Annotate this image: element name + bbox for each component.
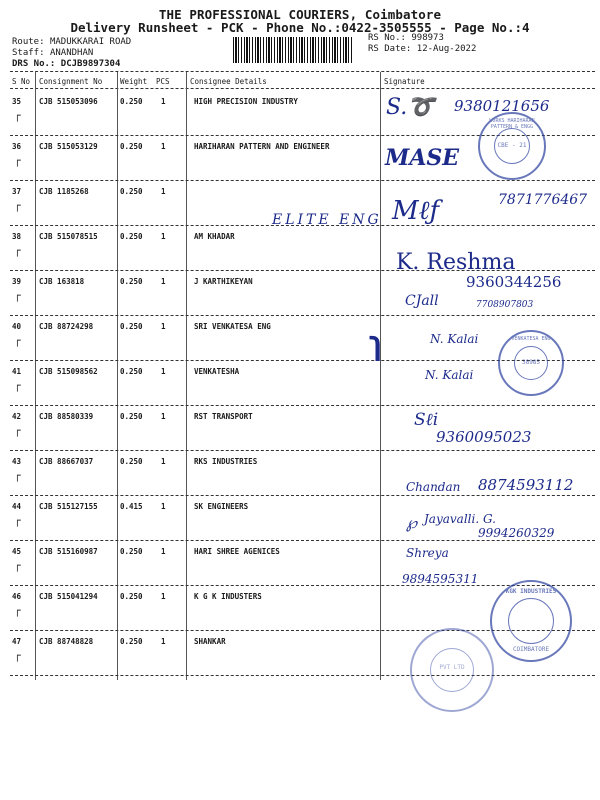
row-pcs: 1: [161, 412, 166, 421]
row-tick-mark: ┌: [14, 244, 21, 257]
row-tick-mark: ┌: [14, 604, 21, 617]
row-consignee: J KARTHIKEYAN: [194, 277, 253, 286]
handwritten-name-r40: N. Kalai: [430, 332, 479, 346]
handwritten-phone-r43: 8874593112: [478, 476, 574, 494]
table-top-rule: [10, 71, 595, 72]
row-consignment-no: CJB 515127155: [39, 502, 98, 511]
barcode: [233, 37, 353, 63]
row-consignee: SK ENGINEERS: [194, 502, 249, 511]
handwritten-note-r37: ELITE ENG: [272, 212, 382, 228]
row-weight: 0.250: [120, 277, 143, 286]
row-consignee: AM KHADAR: [194, 232, 235, 241]
row-separator: [10, 405, 595, 406]
rs-date-value: 12-Aug-2022: [416, 44, 477, 54]
row-pcs: 1: [161, 367, 166, 376]
company-stamp-r47: PVT LTD: [410, 628, 494, 712]
company-stamp-r46: KGK INDUSTRIES COIMBATORE: [490, 580, 572, 662]
handwritten-name-r45: Shreya: [406, 546, 449, 560]
row-consignment-no: CJB 88748828: [39, 637, 94, 646]
row-pcs: 1: [161, 97, 166, 106]
drs-line: [12, 59, 120, 69]
staff-value: ANANDHAN: [49, 48, 94, 58]
signature-r42: Sℓi: [414, 410, 439, 430]
row-sno: 45: [12, 547, 22, 556]
signature-r37: Mℓƒ: [392, 196, 440, 226]
header-bottom-rule: [10, 88, 595, 89]
row-sno: 36: [12, 142, 22, 151]
row-tick-mark: ┌: [14, 334, 21, 347]
row-tick-mark: ┌: [14, 289, 21, 302]
row-sno: 43: [12, 457, 22, 466]
col-header-pcs: PCS: [156, 77, 170, 86]
row-consignment-no: CJB 88667037: [39, 457, 94, 466]
row-consignee: HIGH PRECISION INDUSTRY: [194, 97, 298, 106]
row-consignment-no: CJB 163818: [39, 277, 85, 286]
handwritten-phone-r42: 9360095023: [436, 428, 532, 446]
row-consignee: K G K INDUSTERS: [194, 592, 262, 601]
row-sno: 47: [12, 637, 22, 646]
row-weight: 0.415: [120, 502, 143, 511]
route-line: [12, 37, 131, 47]
row-tick-mark: ┌: [14, 199, 21, 212]
handwritten-phone2-r39: 7708907803: [476, 300, 534, 310]
col-divider: [117, 72, 118, 680]
row-pcs: 1: [161, 142, 166, 151]
row-weight: 0.250: [120, 232, 143, 241]
row-weight: 0.250: [120, 142, 143, 151]
col-header-consignee: Consignee Details: [190, 77, 267, 86]
row-weight: 0.250: [120, 187, 143, 196]
row-weight: 0.250: [120, 412, 143, 421]
handwritten-phone-r46: 9894595311: [402, 572, 479, 586]
col-divider: [35, 72, 36, 680]
row-sno: 35: [12, 97, 22, 106]
row-sno: 42: [12, 412, 22, 421]
row-tick-mark: ┌: [14, 649, 21, 662]
row-consignment-no: CJB 515098562: [39, 367, 98, 376]
row-pcs: 1: [161, 187, 166, 196]
rs-no-label: RS No.:: [368, 33, 406, 43]
row-separator: [10, 540, 595, 541]
row-weight: 0.250: [120, 637, 143, 646]
row-pcs: 1: [161, 547, 166, 556]
rs-date-label: RS Date:: [368, 44, 412, 54]
row-pcs: 1: [161, 592, 166, 601]
company-stamp-r41: 38985 VENKATESA ENG: [498, 330, 564, 396]
row-tick-mark: ┌: [14, 109, 21, 122]
staff-label: Staff:: [12, 48, 45, 58]
route-label: Route:: [12, 37, 45, 47]
row-consignment-no: CJB 88580339: [39, 412, 94, 421]
handwritten-name-r38: K. Reshma: [396, 250, 516, 275]
row-consignment-no: CJB 1185268: [39, 187, 89, 196]
row-pcs: 1: [161, 277, 166, 286]
rs-no-line: [368, 33, 444, 43]
row-consignment-no: CJB 88724298: [39, 322, 94, 331]
row-separator: [10, 180, 595, 181]
handwritten-name-r41: N. Kalai: [425, 368, 474, 382]
row-tick-mark: ┌: [14, 514, 21, 527]
signature-scribble-r40: ℩: [368, 318, 384, 372]
row-consignment-no: CJB 515041294: [39, 592, 98, 601]
row-sno: 40: [12, 322, 22, 331]
handwritten-sign-r36: MASE: [385, 145, 460, 171]
rs-no-value: 998973: [411, 33, 444, 43]
col-header-signature: Signature: [384, 77, 425, 86]
row-weight: 0.250: [120, 592, 143, 601]
handwritten-phone-r35: 9380121656: [454, 97, 550, 115]
col-header-consignment: Consignment No: [39, 77, 103, 86]
runsheet-subtitle: Delivery Runsheet - PCK - Phone No.:0422-3505555 - Page No.:4: [70, 20, 530, 35]
row-separator: [10, 450, 595, 451]
handwritten-phone-r39: 9360344256: [466, 273, 562, 291]
row-pcs: 1: [161, 502, 166, 511]
drs-value: DCJB9897304: [60, 59, 121, 69]
rs-date-line: [368, 44, 476, 54]
row-pcs: 1: [161, 457, 166, 466]
row-tick-mark: ┌: [14, 559, 21, 572]
row-consignment-no: CJB 515160987: [39, 547, 98, 556]
row-weight: 0.250: [120, 322, 143, 331]
row-consignee: HARI SHREE AGENICES: [194, 547, 280, 556]
row-separator: [10, 675, 595, 676]
signature-r44: ℘: [406, 513, 418, 532]
row-weight: 0.250: [120, 547, 143, 556]
row-consignee: HARIHARAN PATTERN AND ENGINEER: [194, 142, 330, 151]
row-tick-mark: ┌: [14, 469, 21, 482]
handwritten-name-r43: Chandan: [406, 480, 461, 494]
signature-r39: CJall: [405, 293, 439, 309]
row-consignee: RKS INDUSTRIES: [194, 457, 258, 466]
company-title: THE PROFESSIONAL COURIERS, Coimbatore: [158, 7, 442, 22]
drs-label: DRS No.:: [12, 59, 56, 69]
row-weight: 0.250: [120, 367, 143, 376]
row-sno: 37: [12, 187, 22, 196]
company-stamp-r36: CBE - 21 WORKS HARIHARAN PATTERN & ENGG: [478, 112, 546, 180]
staff-line: [12, 48, 93, 58]
row-weight: 0.250: [120, 97, 143, 106]
row-sno: 46: [12, 592, 22, 601]
signature-r35: S.➰: [386, 95, 435, 120]
row-tick-mark: ┌: [14, 154, 21, 167]
row-tick-mark: ┌: [14, 379, 21, 392]
row-weight: 0.250: [120, 457, 143, 466]
row-consignment-no: CJB 515053096: [39, 97, 98, 106]
row-consignee: SRI VENKATESA ENG: [194, 322, 271, 331]
row-consignment-no: CJB 515078515: [39, 232, 98, 241]
col-divider: [186, 72, 187, 680]
row-separator: [10, 315, 595, 316]
col-header-sno: S No: [12, 77, 31, 86]
row-pcs: 1: [161, 637, 166, 646]
row-sno: 41: [12, 367, 22, 376]
col-header-weight: Weight: [120, 77, 148, 86]
col-divider: [380, 72, 381, 680]
row-sno: 39: [12, 277, 22, 286]
handwritten-phone-r44: 9994260329: [478, 526, 555, 540]
row-consignee: RST TRANSPORT: [194, 412, 253, 421]
row-consignment-no: CJB 515053129: [39, 142, 98, 151]
row-separator: [10, 585, 595, 586]
row-pcs: 1: [161, 232, 166, 241]
row-pcs: 1: [161, 322, 166, 331]
row-separator: [10, 495, 595, 496]
handwritten-name-r44: Jayavalli. G.: [424, 512, 496, 526]
row-consignee: SHANKAR: [194, 637, 226, 646]
row-sno: 38: [12, 232, 22, 241]
row-tick-mark: ┌: [14, 424, 21, 437]
handwritten-phone-r37: 7871776467: [498, 192, 588, 208]
row-sno: 44: [12, 502, 22, 511]
row-consignee: VENKATESHA: [194, 367, 240, 376]
route-value: MADUKKARAI ROAD: [49, 37, 132, 47]
